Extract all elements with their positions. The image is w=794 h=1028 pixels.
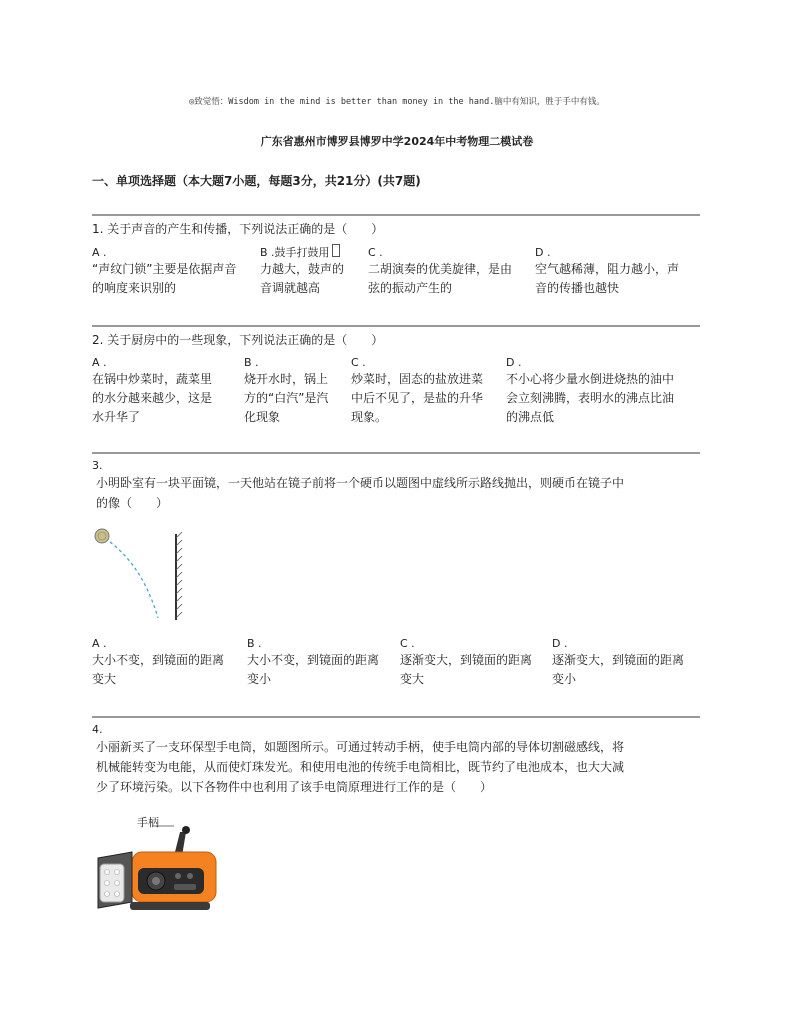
question-4-number: 4. xyxy=(92,723,103,736)
option-text: “声纹门锁”主要是依据声音 xyxy=(92,262,237,276)
question-2-option-a[interactable] xyxy=(92,353,242,427)
option-text: 逐渐变大，到镜面的距离 xyxy=(400,653,533,667)
option-text: 炒菜时，固态的盐放进菜 xyxy=(351,372,484,386)
option-text: 二胡演奏的优美旋律，是由 xyxy=(368,262,513,276)
flashlight-figure xyxy=(94,812,218,918)
lamp-lens xyxy=(100,864,124,902)
option-label: A . xyxy=(92,246,107,259)
section-heading: 一、单项选择题（本大题7小题，每题3分，共21分）(共7题) xyxy=(92,174,421,188)
option-label: D . xyxy=(535,246,551,259)
option-text: 变小 xyxy=(552,672,577,686)
option-text: 水升华了 xyxy=(92,410,141,424)
option-text: 化现象 xyxy=(244,410,281,424)
option-label: C . xyxy=(351,356,366,369)
question-3-option-a[interactable] xyxy=(92,634,244,689)
option-text: 的水分越来越少，这是 xyxy=(92,391,213,405)
option-text: 变小 xyxy=(247,672,272,686)
option-label: B . xyxy=(247,637,262,650)
question-1-stem: 1. 关于声音的产生和传播，下列说法正确的是（ ） xyxy=(92,222,384,236)
option-text: 在锅中炒菜时，蔬菜里 xyxy=(92,372,213,386)
divider xyxy=(92,452,700,454)
option-text: 音的传播也越快 xyxy=(535,281,620,295)
divider xyxy=(92,716,700,718)
option-text: 方的“白汽”是汽 xyxy=(244,391,329,405)
option-text: 变大 xyxy=(92,672,117,686)
question-2-option-b[interactable] xyxy=(244,353,348,427)
option-text: 中后不见了，是盐的升华 xyxy=(351,391,484,405)
question-2-stem: 2. 关于厨房中的一些现象，下列说法正确的是（ ） xyxy=(92,333,384,347)
question-2-option-c[interactable] xyxy=(351,353,503,427)
question-1-option-b[interactable] xyxy=(260,243,365,298)
handle-label: 手柄 xyxy=(137,816,159,829)
option-text: 现象。 xyxy=(351,410,388,424)
question-1-option-c[interactable] xyxy=(368,243,533,298)
option-label: B .鼓手打鼓用 xyxy=(260,243,365,260)
option-label: D . xyxy=(552,637,568,650)
coin-mirror-figure xyxy=(88,522,198,626)
option-label: D . xyxy=(506,356,522,369)
question-2-option-d[interactable] xyxy=(506,353,706,427)
option-text: 逐渐变大，到镜面的距离 xyxy=(552,653,685,667)
option-text: 烧开水时，锅上 xyxy=(244,372,329,386)
option-text: 变大 xyxy=(400,672,425,686)
missing-glyph-icon xyxy=(332,244,340,257)
option-text: 的沸点低 xyxy=(506,410,555,424)
coin-icon xyxy=(95,529,109,543)
throw-path xyxy=(110,542,158,618)
option-label: A . xyxy=(92,356,107,369)
question-1-option-d[interactable] xyxy=(535,243,705,298)
question-1-option-a[interactable] xyxy=(92,243,258,298)
option-label: C . xyxy=(368,246,383,259)
option-text: 音调就越高 xyxy=(260,281,321,295)
question-4-stem: 小丽新买了一支环保型手电筒，如题图所示。可通过转动手柄，使手电筒内部的导体切割磁感线，将 机械能转变为电能，从而使灯珠发光。和使用电池的传统手电筒相比，既节约了电池成本，也大大减 少了环境污染。以下各物件中也利用了该手电筒原理进行工作的是（ ） xyxy=(96,740,625,794)
divider xyxy=(92,214,700,216)
option-label: A . xyxy=(92,637,107,650)
option-text: 的响度来识别的 xyxy=(92,281,177,295)
divider xyxy=(92,325,700,327)
option-label: C . xyxy=(400,637,415,650)
question-3-option-d[interactable] xyxy=(552,634,704,689)
question-3-stem: 小明卧室有一块平面镜，一天他站在镜子前将一个硬币以题图中虚线所示路线抛出，则硬币在镜子中 的像（ ） xyxy=(96,476,625,510)
question-3-number: 3. xyxy=(92,459,103,472)
option-text: 大小不变，到镜面的距离 xyxy=(92,653,225,667)
option-text: 大小不变，到镜面的距离 xyxy=(247,653,380,667)
option-text: 力越大，鼓声的 xyxy=(260,262,345,276)
option-text: 弦的振动产生的 xyxy=(368,281,453,295)
option-text: 不小心将少量水倒进烧热的油中 xyxy=(506,372,675,386)
option-text: 会立刻沸腾，表明水的沸点比油 xyxy=(506,391,675,405)
page-title: 广东省惠州市博罗县博罗中学2024年中考物理二模试卷 xyxy=(260,135,534,148)
question-3-option-b[interactable] xyxy=(247,634,399,689)
page-motto: ◎致觉悟：Wisdom in the mind is better than money in the hand.脑中有知识，胜于手中有钱。 xyxy=(189,97,605,107)
option-label: B . xyxy=(244,356,259,369)
option-text: 空气越稀薄，阻力越小，声 xyxy=(535,262,680,276)
question-3-option-c[interactable] xyxy=(400,634,552,689)
